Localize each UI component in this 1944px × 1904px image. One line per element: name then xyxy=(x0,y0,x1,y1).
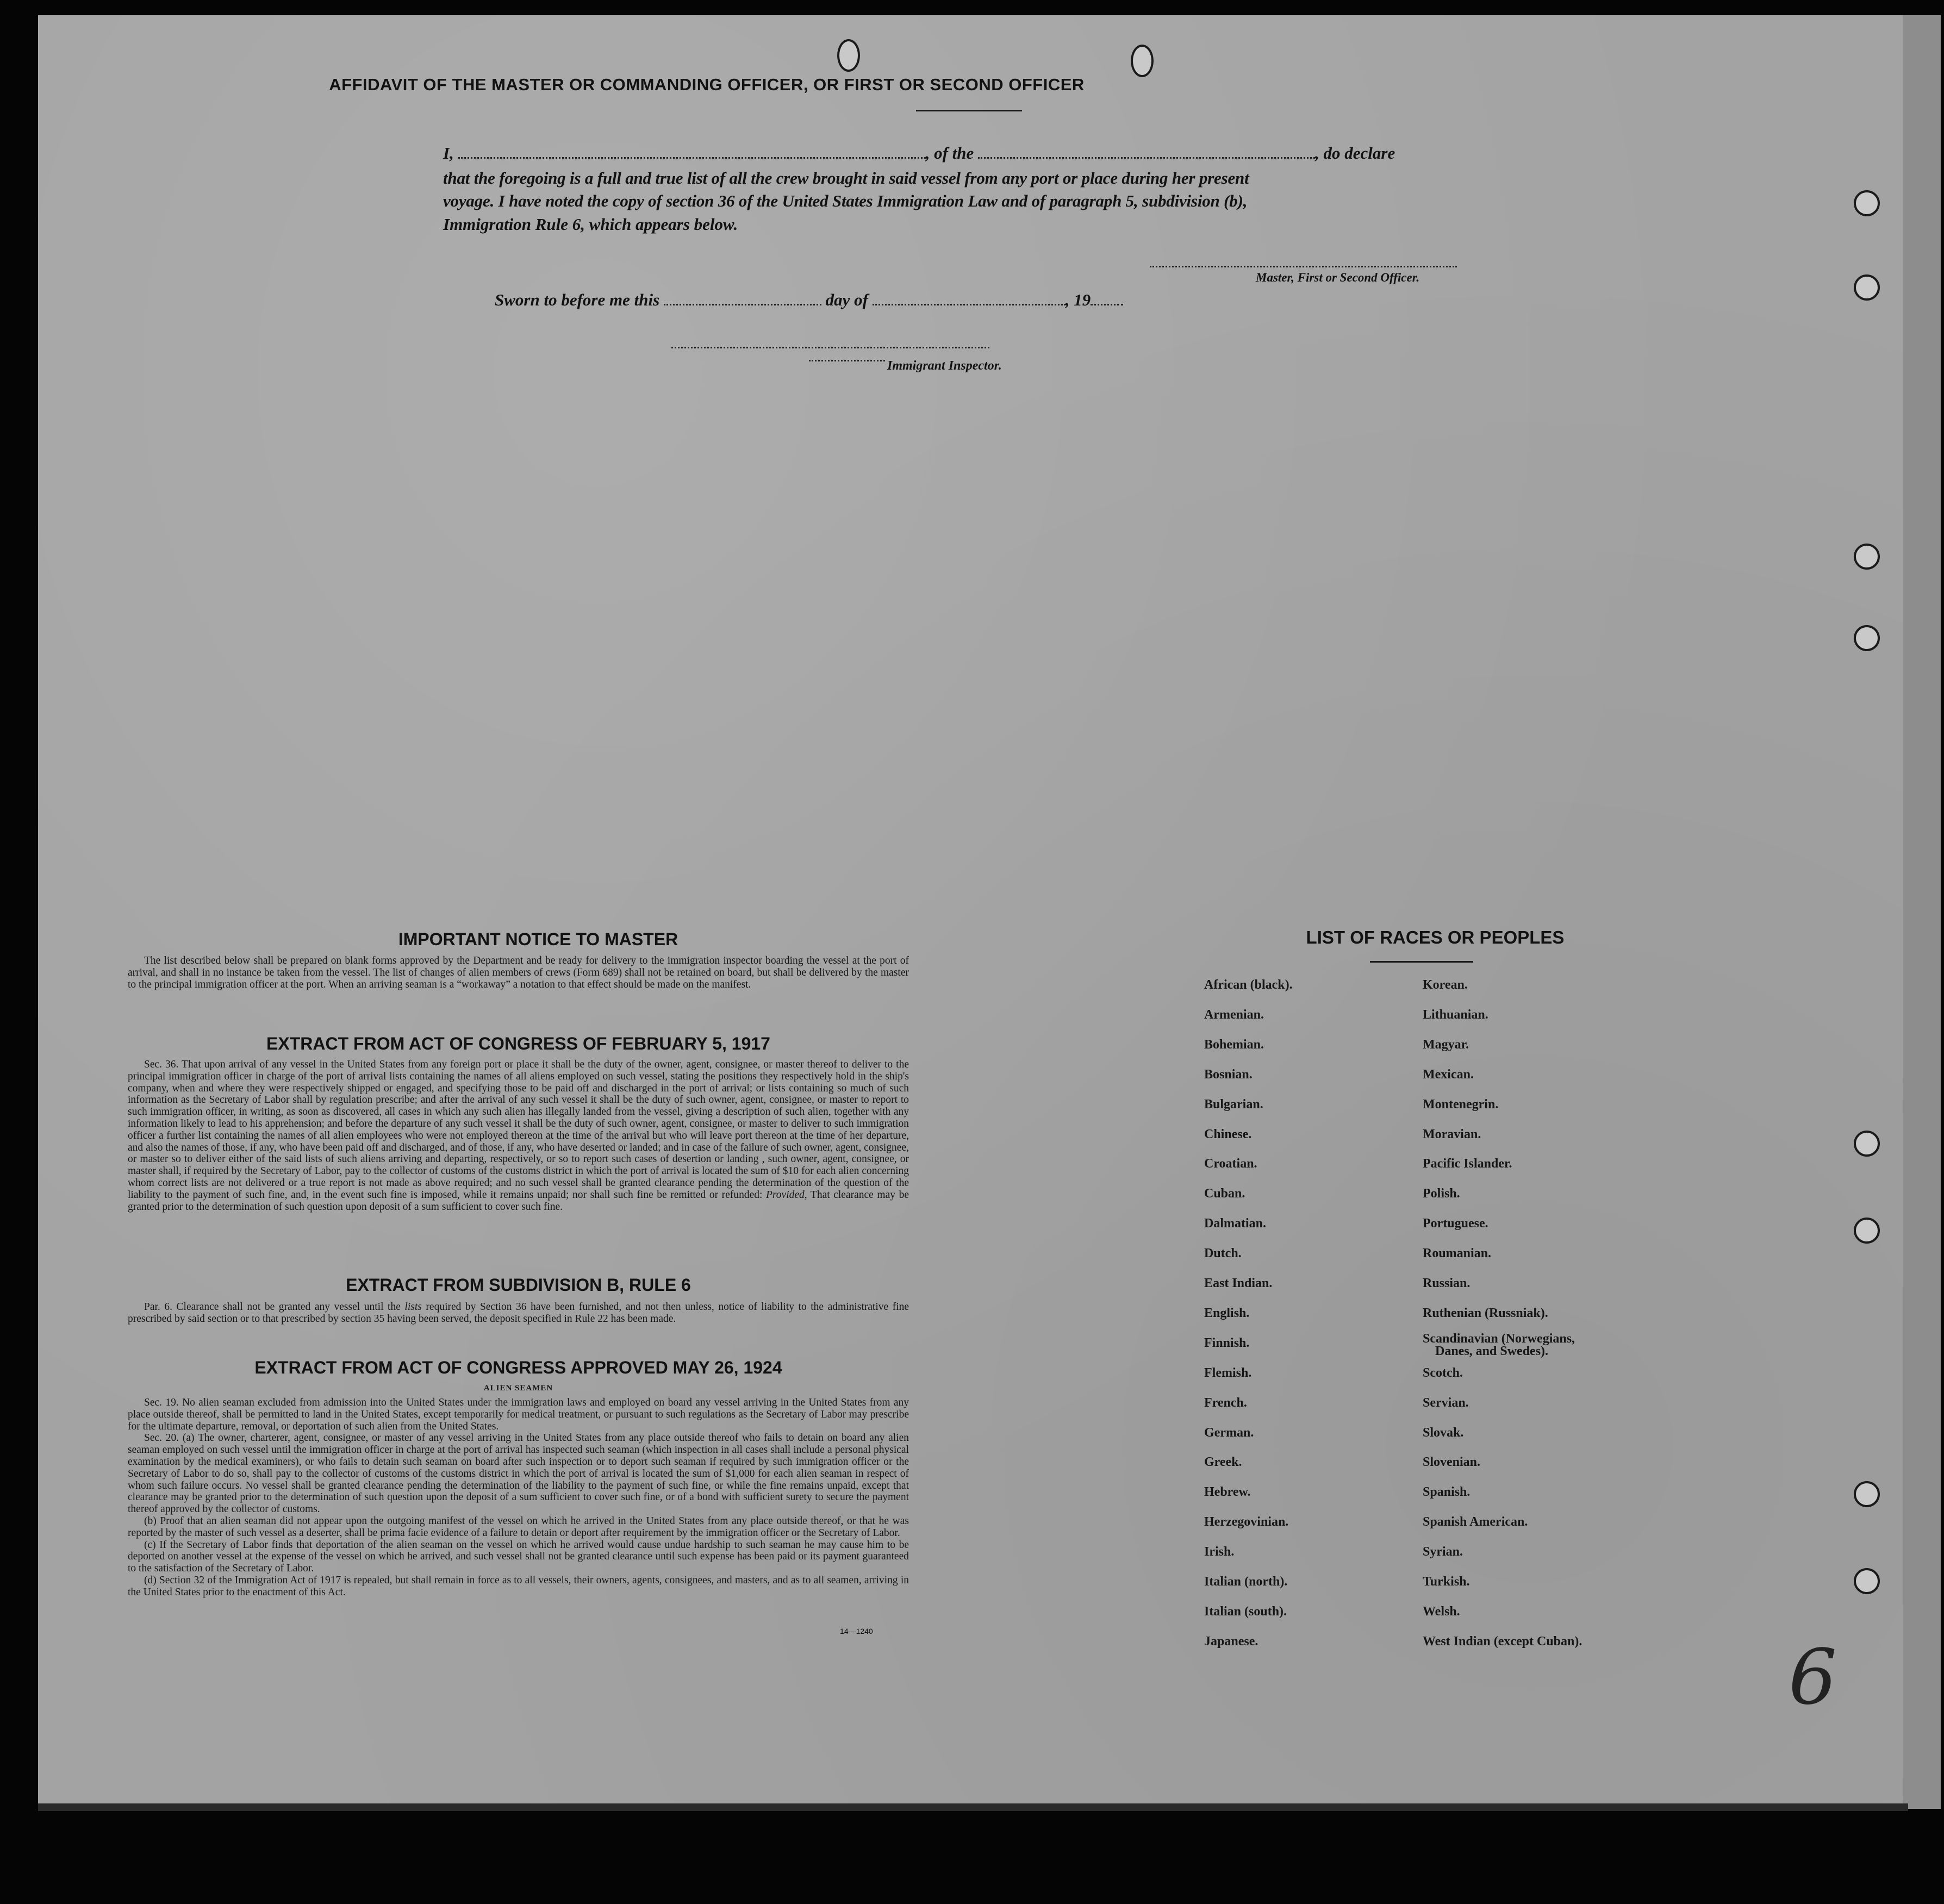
master-signature-label: Master, First or Second Officer. xyxy=(1256,271,1420,284)
officer-name-field[interactable] xyxy=(458,157,926,159)
race-item: Spanish American. xyxy=(1423,1515,1528,1530)
binder-hole-icon xyxy=(1854,274,1880,301)
race-item: Cuban. xyxy=(1204,1187,1245,1201)
race-item: Greek. xyxy=(1204,1455,1242,1470)
race-item: Ruthenian (Russniak). xyxy=(1423,1306,1548,1320)
race-item: Mexican. xyxy=(1423,1067,1474,1082)
binder-hole-icon xyxy=(1854,1568,1880,1594)
sworn-day-field[interactable] xyxy=(664,303,821,305)
sworn-line xyxy=(495,290,1123,310)
rule6-text-b: required by Section 36 have been furnished, and not then unless, notice of liability to the administrative fine prescribed by said section or to that prescribed by section 35 having been served, the deposit specified in Rule 22 has been made. xyxy=(128,1301,909,1325)
sheet-bottom-edge xyxy=(38,1803,1908,1811)
sheet-edge xyxy=(1903,15,1941,1809)
year-label: , 19 xyxy=(1065,290,1091,309)
race-item: Flemish. xyxy=(1204,1365,1252,1380)
sec36-text: Sec. 36. That upon arrival of any vessel in the United States from any foreign port or place it shall be the duty of the owner, agent, consignee, or master thereof to deliver to the principal immigration officer in charge of the port of arrival lists containing the names of all aliens employed on such vessel, stating the positions they respectively hold in the ship's company, when and where they were respectively shipped or engaged, and specifying those to be paid off and discharged in the port of arrival; or lists containing so much of such information as the Secretary of Labor shall by regulation prescribe; and after the arrival of any such vessel it shall be the duty of such owner, agent, consignee, or master to report to such immigration officer, in writing, as soon as discovered, all cases in which any such alien has illegally landed from the vessel, giving a description of such alien, together with any information likely to lead to his apprehension; and before the departure of any such vessel it shall be the duty of such owner, agent, consignee, or master to deliver to such immigration officer a further list containing the names of all alien employees who were not employed thereon at the time of the arrival but who will leave port thereon at the time of her departure, and also the names of those, if any, who have been paid off and discharged, and of those, if any, who have deserted or landed; and in case of the failure of such owner, agent, consignee, or master so to deliver either of the said lists of such aliens arriving and departing, respectively, or so to report such cases of desertion or landing , such owner, agent, consignee, or master shall, if required by the Secretary of Labor, pay to the collector of customs of the customs district in which the port of arrival is located the sum of $10 for each alien concerning whom correct lists are not delivered or a true report is not made as above required; and no such vessel shall be granted clearance pending the determination of the question of the liability to the payment of such fine, and, in the event such fine is imposed, while it remains unpaid; nor shall such fine be remitted or refunded: xyxy=(128,1059,909,1201)
race-item: East Indian. xyxy=(1204,1276,1273,1290)
affidavit-title: AFFIDAVIT OF THE MASTER OR COMMANDING OFFICER, OR FIRST OR SECOND OFFICER xyxy=(329,75,1085,94)
affidavit-line-4: Immigration Rule 6, which appears below. xyxy=(443,215,738,234)
declare-label: , do declare xyxy=(1315,143,1395,163)
binder-hole-icon xyxy=(1854,1131,1880,1157)
affidavit-line-1 xyxy=(443,143,1500,163)
notice-paragraph: The list described below shall be prepared on blank forms approved by the Department and be ready for delivery to the immigration inspector boarding the vessel at the port of arrival, and shall in no instance be taken from the vessel. The list of changes of alien members of crews (Form 689) shall not be retained on board, but shall be delivered by the master to the principal immigration officer at the port. When an arriving seaman is a “workaway” a notation to that effect should be made on the manifest. xyxy=(128,955,909,990)
inspector-signature-prefix xyxy=(809,360,885,361)
race-item: Italian (south). xyxy=(1204,1604,1287,1619)
sec36-text-end: That clearance may be granted prior to the determination of such question upon deposit of a sum sufficient to cover such fine. xyxy=(128,1189,909,1213)
day-of-label: day of xyxy=(825,290,868,309)
race-item: Korean. xyxy=(1423,978,1468,992)
race-item: Polish. xyxy=(1423,1187,1460,1201)
extract-rule6-text xyxy=(128,1301,909,1325)
race-item: West Indian (except Cuban). xyxy=(1423,1634,1582,1649)
extract-1924-text xyxy=(128,1397,909,1599)
provided-word: Provided, xyxy=(766,1189,807,1201)
lists-word: lists xyxy=(404,1301,422,1313)
races-title: LIST OF RACES OR PEOPLES xyxy=(1306,927,1565,947)
race-item: Russian. xyxy=(1423,1276,1471,1290)
race-item: Slovenian. xyxy=(1423,1455,1481,1470)
race-item: Irish. xyxy=(1204,1545,1235,1559)
race-item: Japanese. xyxy=(1204,1634,1258,1649)
race-item: Roumanian. xyxy=(1423,1246,1492,1261)
extract-1917-text xyxy=(128,1059,909,1213)
binder-hole-icon xyxy=(1854,625,1880,651)
races-title-underline xyxy=(1370,961,1473,963)
inspector-signature-field[interactable] xyxy=(671,346,989,348)
master-signature-field[interactable] xyxy=(1150,265,1457,267)
race-item: Dutch. xyxy=(1204,1246,1242,1261)
race-item: Dalmatian. xyxy=(1204,1216,1266,1231)
declarant-prefix: I, xyxy=(443,143,454,163)
extract-1917-paragraph xyxy=(128,1059,909,1213)
extract-1917-title: EXTRACT FROM ACT OF CONGRESS OF FEBRUARY 5, 1917 xyxy=(266,1034,770,1053)
extract-rule6-title: EXTRACT FROM SUBDIVISION B, RULE 6 xyxy=(346,1275,691,1295)
sworn-year-field[interactable] xyxy=(1091,303,1123,305)
race-item: Welsh. xyxy=(1423,1604,1460,1619)
rule6-text-a: Par. 6. Clearance shall not be granted any vessel until the xyxy=(144,1301,401,1313)
race-item: Slovak. xyxy=(1423,1425,1464,1440)
title-underline xyxy=(916,110,1022,111)
race-item: Montenegrin. xyxy=(1423,1097,1499,1112)
race-item: English. xyxy=(1204,1306,1250,1320)
binder-hole-icon xyxy=(837,39,860,72)
race-item: Italian (north). xyxy=(1204,1575,1288,1589)
race-item: Armenian. xyxy=(1204,1007,1264,1022)
affidavit-line-2: that the foregoing is a full and true list of all the crew brought in said vessel from any port or place during her present xyxy=(443,168,1249,188)
race-item: Lithuanian. xyxy=(1423,1007,1488,1022)
race-item: Herzegovinian. xyxy=(1204,1515,1289,1530)
form-code: 14—1240 xyxy=(840,1627,873,1635)
race-item: Scotch. xyxy=(1423,1365,1463,1380)
race-item: Spanish. xyxy=(1423,1485,1471,1500)
notice-text xyxy=(128,955,909,990)
rule6-paragraph xyxy=(128,1301,909,1325)
race-item: African (black). xyxy=(1204,978,1293,992)
race-item: Turkish. xyxy=(1423,1575,1470,1589)
race-item: French. xyxy=(1204,1395,1247,1410)
vessel-name-field[interactable] xyxy=(978,157,1315,159)
binder-hole-icon xyxy=(1854,1481,1880,1507)
binder-hole-icon xyxy=(1854,1218,1880,1244)
race-item: Chinese. xyxy=(1204,1127,1252,1141)
sworn-label: Sworn to before me this xyxy=(495,290,660,309)
race-item: Hebrew. xyxy=(1204,1485,1251,1500)
race-item: Bulgarian. xyxy=(1204,1097,1263,1112)
race-item: Syrian. xyxy=(1423,1545,1463,1559)
notice-title: IMPORTANT NOTICE TO MASTER xyxy=(398,929,678,949)
binder-hole-icon xyxy=(1854,544,1880,570)
race-item: Portuguese. xyxy=(1423,1216,1488,1231)
alien-seamen-subtitle: ALIEN SEAMEN xyxy=(483,1384,553,1393)
race-item: Pacific Islander. xyxy=(1423,1157,1512,1171)
race-item: Finnish. xyxy=(1204,1335,1250,1350)
binder-hole-icon xyxy=(1854,190,1880,216)
sec19-paragraph: Sec. 19. No alien seaman excluded from admission into the United States under the immigration laws and employed on board any vessel arriving in the United States from any place outside thereof, shall be permitted to land in the United States, except temporarily for medical treatment, or pursuant to such regulations as the Secretary of Labor may prescribe for the ultimate departure, removal, or deportation of such alien from the United States. xyxy=(128,1397,909,1432)
race-item: Servian. xyxy=(1423,1395,1469,1410)
sec20c-paragraph: (c) If the Secretary of Labor finds that deportation of the alien seaman on the vessel on which he arrived would cause undue hardship to such seaman he may cause him to be deported on another vessel at the expense of the vessel on which he arrived, and such vessel shall not be granted clearance until such expense has been paid or its payment guaranteed to the satisfaction of the Secretary of Labor. xyxy=(128,1539,909,1575)
race-item: German. xyxy=(1204,1425,1254,1440)
affidavit-line-3: voyage. I have noted the copy of section 36 of the United States Immigration Law and of paragraph 5, subdivision (b), xyxy=(443,191,1248,210)
extract-1924-title: EXTRACT FROM ACT OF CONGRESS APPROVED MAY 26, 1924 xyxy=(254,1358,782,1377)
race-item-continuation: Danes, and Swedes). xyxy=(1435,1344,1549,1358)
race-item: Magyar. xyxy=(1423,1037,1469,1052)
of-the-label: , of the xyxy=(925,143,974,163)
race-item: Scandinavian (Norwegians, xyxy=(1423,1331,1575,1346)
race-item: Croatian. xyxy=(1204,1157,1257,1171)
sec20a-paragraph: Sec. 20. (a) The owner, charterer, agent, consignee, or master of any vessel arriving in the United States from any place outside thereof who fails to detain on board any alien seaman employed on such vessel until the immigration officer in charge at the port of arrival has inspected such seaman (which inspection in all cases shall include a personal physical examination by the medical examiners), or who fails to detain such seaman on board after such inspection or to deport such seaman if required by such immigration officer or the Secretary of Labor to do so, shall pay to the collector of customs of the customs district in which the port of arrival is located the sum of $1,000 for each alien seaman in respect of whom such failure occurs. No vessel shall be granted clearance pending the determination of the liability to the payment of such fine, or while the fine remains unpaid, except that clearance may be granted prior to the determination of such question upon the deposit of a sum sufficient to cover such fine, or of a bond with sufficient surety to secure the payment thereof approved by the collector of customs. xyxy=(128,1432,909,1515)
sec20b-paragraph: (b) Proof that an alien seaman did not appear upon the outgoing manifest of the vessel on which he arrived in the United States from any place outside thereof, or that he was reported by the master of such vessel as a deserter, shall be prima facie evidence of a failure to detain or deport after requirement by the immigration officer or the Secretary of Labor. xyxy=(128,1515,909,1539)
sec20d-paragraph: (d) Section 32 of the Immigration Act of 1917 is repealed, but shall remain in force as to all vessels, their owners, agents, consignees, and masters, and as to all seamen, arriving in the United States prior to the enactment of this Act. xyxy=(128,1574,909,1598)
race-item: Bosnian. xyxy=(1204,1067,1253,1082)
race-item: Moravian. xyxy=(1423,1127,1481,1141)
inspector-signature-label: Immigrant Inspector. xyxy=(887,359,1002,373)
race-item: Bohemian. xyxy=(1204,1037,1264,1052)
handwritten-mark: 6 xyxy=(1789,1633,1837,1722)
binder-hole-icon xyxy=(1131,45,1154,77)
sworn-month-field[interactable] xyxy=(873,303,1066,305)
